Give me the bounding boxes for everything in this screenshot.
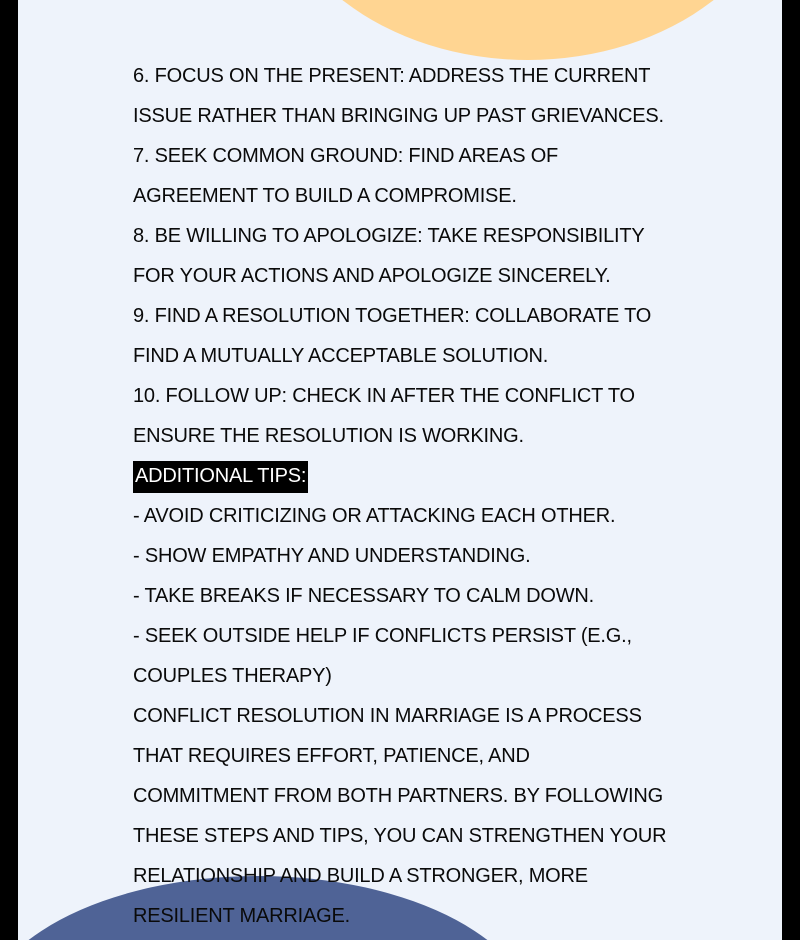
additional-tips-heading-row	[133, 456, 693, 496]
conclusion-line: RELATIONSHIP AND BUILD A STRONGER, MORE	[133, 865, 588, 887]
step-line: AGREEMENT TO BUILD A COMPROMISE.	[133, 185, 517, 207]
document-content	[133, 56, 693, 936]
conclusion-line: THESE STEPS AND TIPS, YOU CAN STRENGTHEN YOUR	[133, 825, 667, 847]
tip-line: - AVOID CRITICIZING OR ATTACKING EACH OTHER.	[133, 505, 616, 527]
tip-item	[133, 576, 693, 616]
tip-item	[133, 496, 693, 536]
step-item	[133, 136, 693, 216]
conclusion-paragraph	[133, 696, 693, 936]
step-line: 6. FOCUS ON THE PRESENT: ADDRESS THE CURRENT	[133, 65, 651, 87]
step-line: ISSUE RATHER THAN BRINGING UP PAST GRIEVANCES.	[133, 105, 664, 127]
step-item	[133, 296, 693, 376]
step-line: FIND A MUTUALLY ACCEPTABLE SOLUTION.	[133, 345, 549, 367]
tip-line: - TAKE BREAKS IF NECESSARY TO CALM DOWN.	[133, 585, 595, 607]
tip-line: - SHOW EMPATHY AND UNDERSTANDING.	[133, 545, 531, 567]
step-line: 7. SEEK COMMON GROUND: FIND AREAS OF	[133, 145, 559, 167]
step-line: 10. FOLLOW UP: CHECK IN AFTER THE CONFLICT TO	[133, 385, 635, 407]
conclusion-line: CONFLICT RESOLUTION IN MARRIAGE IS A PROCESS	[133, 705, 642, 727]
step-line: 9. FIND A RESOLUTION TOGETHER: COLLABORATE TO	[133, 305, 652, 327]
step-list	[133, 56, 693, 456]
conclusion-line: THAT REQUIRES EFFORT, PATIENCE, AND	[133, 745, 530, 767]
document-page	[18, 0, 782, 940]
conclusion-line: COMMITMENT FROM BOTH PARTNERS. BY FOLLOWING	[133, 785, 663, 807]
step-item	[133, 56, 693, 136]
conclusion-line: RESILIENT MARRIAGE.	[133, 905, 350, 927]
tip-line: - SEEK OUTSIDE HELP IF CONFLICTS PERSIST (E.G.,	[133, 625, 632, 647]
tip-item	[133, 536, 693, 576]
step-line: 8. BE WILLING TO APOLOGIZE: TAKE RESPONSIBILITY	[133, 225, 645, 247]
decorative-top-shape	[268, 0, 782, 60]
additional-tips-heading: ADDITIONAL TIPS:	[133, 461, 308, 493]
tip-item	[133, 616, 693, 696]
step-line: ENSURE THE RESOLUTION IS WORKING.	[133, 425, 524, 447]
additional-tips-section	[133, 456, 693, 696]
step-item	[133, 376, 693, 456]
step-item	[133, 216, 693, 296]
tip-line: COUPLES THERAPY)	[133, 665, 332, 687]
step-line: FOR YOUR ACTIONS AND APOLOGIZE SINCERELY.	[133, 265, 611, 287]
